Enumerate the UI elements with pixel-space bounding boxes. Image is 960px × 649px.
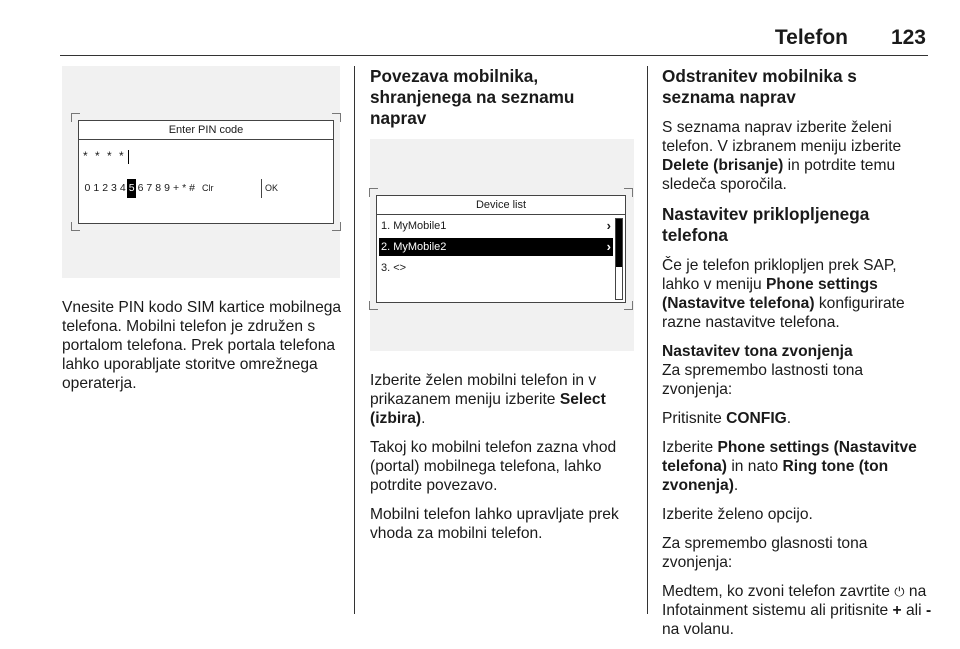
column-3 <box>662 66 932 649</box>
column-divider <box>647 66 648 614</box>
section-heading: Povezava mobilnika, shranjenega na seznamu naprav <box>370 66 575 128</box>
clear-key: Clr <box>202 183 214 193</box>
device-list-screen <box>376 195 626 303</box>
keypad-key: 8 <box>155 182 162 194</box>
page-title: Telefon <box>774 26 848 49</box>
scrollbar <box>615 218 623 300</box>
paragraph: Če je telefon priklopljen prek SAP, lahko v meniju Phone settings (Nastavitve telefona) konfigurirate razne nastavitve telefona. <box>662 257 905 331</box>
paragraph: S seznama naprav izberite želeni telefon. V izbranem meniju izberite Delete (brisanje) in potrdite temu sledeča sporočila. <box>662 119 902 193</box>
device-list-item <box>379 259 613 277</box>
device-list-figure <box>370 139 634 351</box>
pin-entry-screen <box>78 120 334 224</box>
chevron-right-icon: › <box>606 239 611 254</box>
scrollbar-thumb <box>616 219 622 267</box>
paragraph: Vnesite PIN kodo SIM kartice mobilnega telefona. Mobilni telefon je združen s portalom telefona. Prek portala telefona lahko uporabljate storitve omrežnega operaterja. <box>62 299 342 392</box>
keypad-key: 9 <box>164 182 170 194</box>
paragraph: Izberite Phone settings (Nastavitve telefona) in nato Ring tone (ton zvonenja). <box>662 439 917 494</box>
keypad-key: 1 <box>93 182 100 194</box>
subheading: Nastavitev tona zvonjenja <box>662 343 853 360</box>
keypad-key: 0 <box>84 182 91 194</box>
device-list-item-label: 3. <> <box>381 262 407 274</box>
device-list-title: Device list <box>377 196 625 215</box>
paragraph: Medtem, ko zvoni telefon zavrtite ⏻ na Infotainment sistemu ali pritisnite + ali - na volanu. <box>662 583 932 638</box>
page-number: 123 <box>890 26 926 49</box>
column-1 <box>62 66 342 403</box>
keypad-key: 7 <box>146 182 153 194</box>
keypad-key: 6 <box>137 182 144 194</box>
keypad-key: 3 <box>111 182 117 194</box>
column-2 <box>370 66 634 553</box>
paragraph: Pritisnite CONFIG. <box>662 410 792 427</box>
paragraph: Izberite želeno opcijo. <box>662 506 813 523</box>
section-heading: Nastavitev priklopljenega telefona <box>662 204 870 245</box>
paragraph: Mobilni telefon lahko upravljate prek vhoda za mobilni telefon. <box>370 506 619 542</box>
text-cursor <box>128 150 129 164</box>
device-list-item <box>379 238 613 256</box>
keypad-key: 4 <box>119 182 126 194</box>
keypad-key: 2 <box>102 182 109 194</box>
keypad-key: 5 <box>127 179 136 198</box>
paragraph: Za spremembo glasnosti tona zvonjenja: <box>662 535 868 571</box>
pin-screen-title: Enter PIN code <box>79 121 333 140</box>
pin-keypad <box>83 179 327 198</box>
header-rule <box>60 55 928 57</box>
power-knob-icon: ⏻ <box>894 584 905 599</box>
ok-key: OK <box>261 179 278 198</box>
device-list-item <box>379 217 613 235</box>
device-list-item-label: 1. MyMobile1 <box>381 220 447 232</box>
chevron-right-icon: › <box>606 218 611 233</box>
device-list-item-label: 2. MyMobile2 <box>381 241 447 253</box>
keypad-key: + <box>172 182 180 194</box>
section-heading: Odstranitev mobilnika s seznama naprav <box>662 66 857 107</box>
keypad-key: # <box>189 182 196 194</box>
pin-entry-figure <box>62 66 340 278</box>
pin-input: * * * * <box>83 147 129 166</box>
paragraph: Takoj ko mobilni telefon zazna vhod (portal) mobilnega telefona, lahko potrdite povezavo. <box>370 439 617 494</box>
page-header <box>60 22 928 56</box>
paragraph: Izberite želen mobilni telefon in v prikazanem meniju izberite Select (izbira). <box>370 372 606 427</box>
column-divider <box>354 66 355 614</box>
keypad-key: * <box>182 182 187 194</box>
paragraph: Za spremembo lastnosti tona zvonjenja: <box>662 362 864 398</box>
